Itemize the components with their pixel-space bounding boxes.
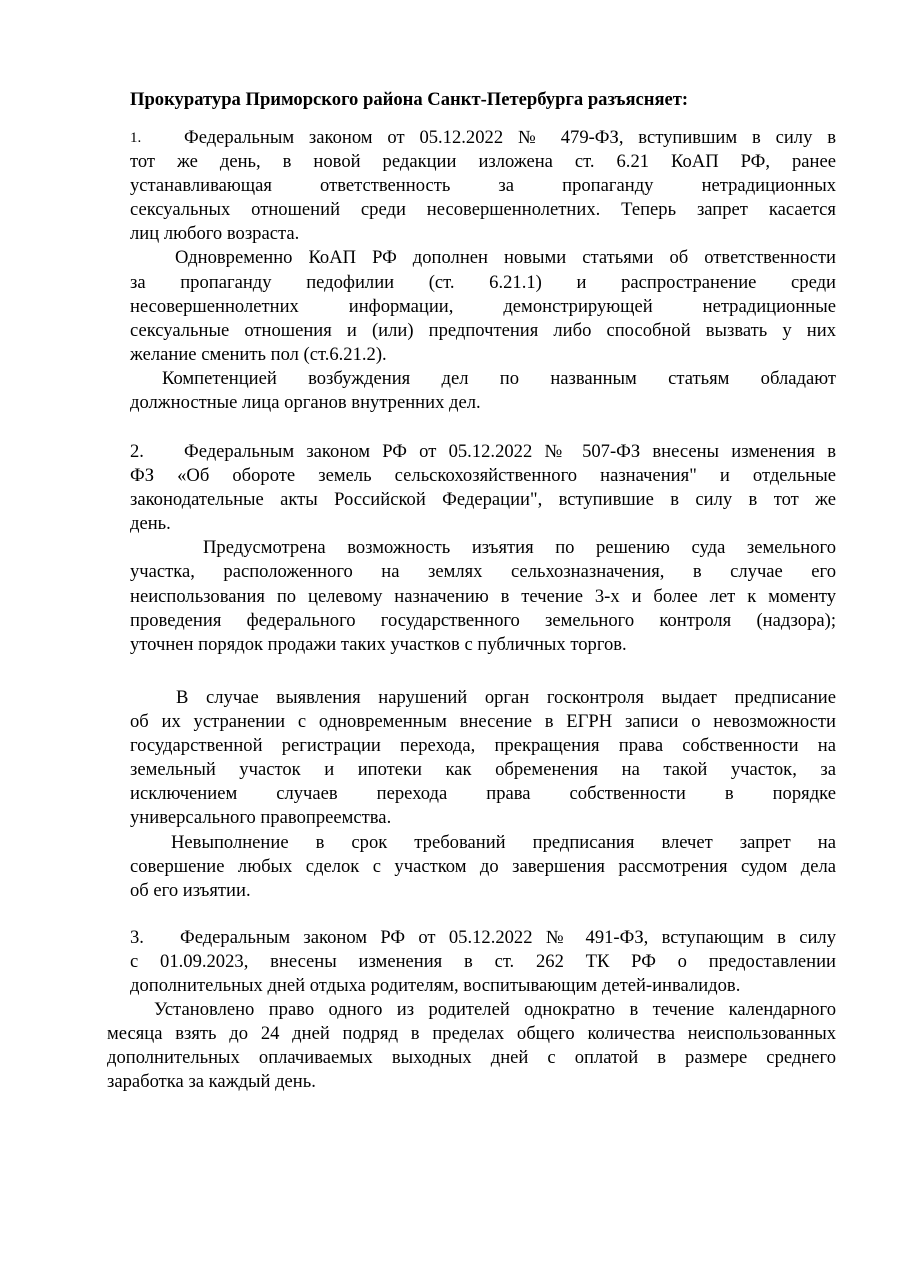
paragraph-line: заработка за каждый день. [107,1071,316,1093]
paragraph-line: совершение любых сделок с участком до завершения рассмотрения судом дела [130,855,836,877]
paragraph-line: устанавливающая ответственность за пропаганду нетрадиционных [130,175,836,197]
section-2 [130,440,836,657]
paragraph-line: уточнен порядок продажи таких участков с публичных торгов. [130,633,627,655]
paragraph-line: исключением случаев перехода права собственности в порядке [130,783,836,805]
paragraph-line: ФЗ «Об обороте земель сельскохозяйственного назначения" и отдельные [130,465,836,487]
paragraph-line: сексуальных отношений среди несовершеннолетних. Теперь запрет касается [130,199,836,221]
section-2-number: 2. [130,441,144,462]
paragraph-line: В случае выявления нарушений орган госконтроля выдает предписание [176,687,836,708]
paragraph-line: должностные лица органов внутренних дел. [130,392,481,414]
paragraph-line: участка, расположенного на землях сельхозназначения, в случае его [130,561,836,583]
section-1-first-line [130,126,836,150]
paragraph-line: Предусмотрена возможность изъятия по решению суда земельного [203,537,836,559]
paragraph-line: Одновременно КоАП РФ дополнен новыми статьями об ответственности [175,247,836,269]
section-1 [130,126,836,415]
paragraph-line: Компетенцией возбуждения дел по названным статьям обладают [162,367,836,389]
paragraph-line: Федеральным законом РФ от 05.12.2022 № 491-ФЗ, вступающим в силу [180,927,836,948]
paragraph-line: Установлено право одного из родителей однократно в течение календарного [154,999,836,1020]
paragraph-line: проведения федерального государственного земельного контроля (надзора); [130,609,836,631]
section-3-first-line [130,926,836,950]
paragraph-line: неиспользования по целевому назначению в течение 3-х и более лет к моменту [130,585,836,607]
paragraph-line: несовершеннолетних информации, демонстрирующей нетрадиционные [130,295,836,317]
section-3 [130,926,836,998]
section-2-first-line [130,440,836,464]
paragraph-line: универсального правопреемства. [130,807,392,829]
section-3-continued [107,998,836,1094]
paragraph-line: Федеральным законом РФ от 05.12.2022 № 507-ФЗ внесены изменения в [184,441,836,462]
paragraph-line: с 01.09.2023, внесены изменения в ст. 262 ТК РФ о предоставлении [130,951,836,973]
section-1-number: 1. [130,130,142,146]
document-title: Прокуратура Приморского района Санкт-Петербурга разъясняет: [130,89,689,110]
section-3-number: 3. [130,927,144,948]
paragraph-line: день. [130,513,171,535]
paragraph-line: Невыполнение в срок требований предписания влечет запрет на [171,831,836,853]
paragraph-line: дополнительных дней отдыха родителям, воспитывающим детей-инвалидов. [130,975,741,997]
paragraph-line: тот же день, в новой редакции изложена ст. 6.21 КоАП РФ, ранее [130,151,836,173]
paragraph-line: за пропаганду педофилии (ст. 6.21.1) и распространение среди [130,271,836,293]
paragraph-line: желание сменить пол (ст.6.21.2). [130,343,387,365]
section-2-continued [130,686,836,903]
paragraph-line: месяца взять до 24 дней подряд в пределах общего количества неиспользованных [107,1023,836,1045]
paragraph-line: законодательные акты Российской Федерации", вступившие в силу в тот же [130,489,836,511]
paragraph-line: государственной регистрации перехода, прекращения права собственности на [130,735,836,757]
paragraph-line: об его изъятии. [130,879,251,901]
paragraph-line: земельный участок и ипотеки как обременения на такой участок, за [130,759,836,781]
paragraph-line: Федеральным законом от 05.12.2022 № 479-ФЗ, вступившим в силу в [184,127,836,148]
paragraph-line: сексуальные отношения и (или) предпочтения либо способной вызвать у них [130,319,836,341]
paragraph-line: дополнительных оплачиваемых выходных дней с оплатой в размере среднего [107,1047,836,1069]
paragraph-line: лиц любого возраста. [130,223,300,245]
paragraph-line: об их устранении с одновременным внесение в ЕГРН записи о невозможности [130,711,836,733]
